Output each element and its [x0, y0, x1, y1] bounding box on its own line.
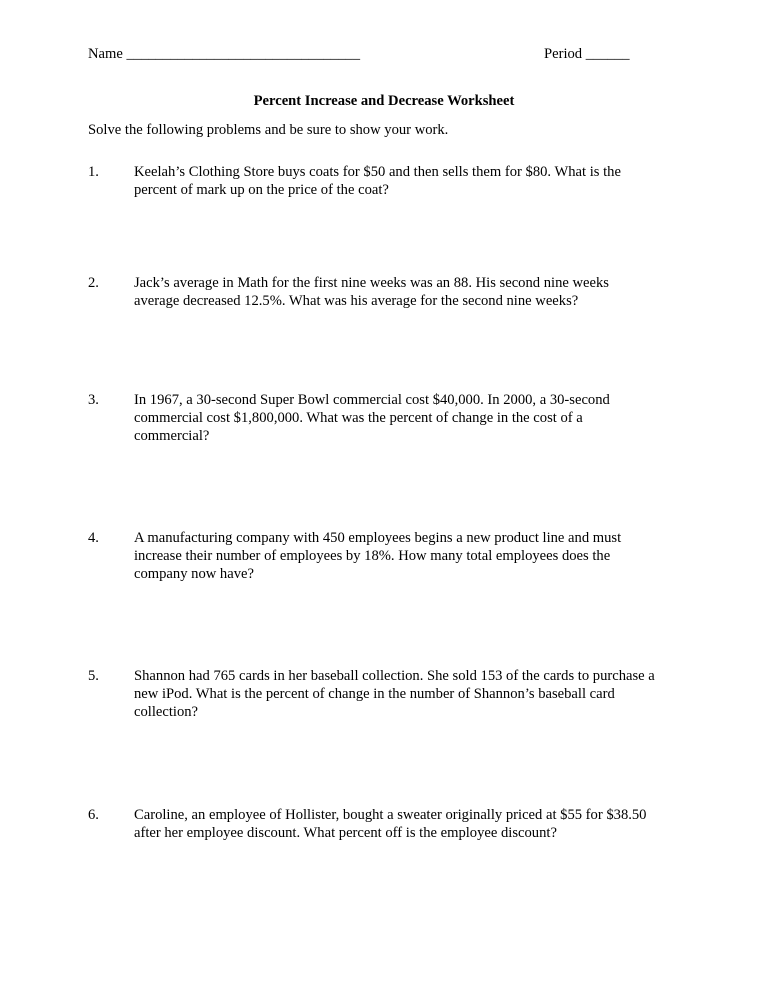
worksheet-title: Percent Increase and Decrease Worksheet: [253, 93, 515, 109]
problem-text: [134, 529, 694, 583]
instructions: Solve the following problems and be sure to show your work.: [88, 122, 449, 138]
problem-line: Keelah’s Clothing Store buys coats for $50 and then sells them for $80. What is the: [134, 164, 621, 180]
problem-number: 3.: [88, 392, 99, 408]
problem-number: 5.: [88, 668, 99, 684]
problem-number: 2.: [88, 275, 99, 291]
problem-line: In 1967, a 30-second Super Bowl commercial cost $40,000. In 2000, a 30-second: [134, 392, 610, 408]
problem-line: increase their number of employees by 18%. How many total employees does the: [134, 548, 611, 564]
problem-line: Shannon had 765 cards in her baseball collection. She sold 153 of the cards to purchase a: [134, 668, 655, 684]
problem-line: commercial cost $1,800,000. What was the percent of change in the cost of a: [134, 410, 583, 426]
problem-line: A manufacturing company with 450 employees begins a new product line and must: [134, 530, 622, 546]
problem-line: collection?: [134, 704, 199, 720]
problem-number: 6.: [88, 807, 99, 823]
problem-line: Jack’s average in Math for the first nine weeks was an 88. His second nine weeks: [134, 275, 609, 291]
problem-text: [134, 163, 694, 199]
problem-line: average decreased 12.5%. What was his average for the second nine weeks?: [134, 293, 579, 309]
problem-text: [134, 274, 694, 310]
problem-line: Caroline, an employee of Hollister, bought a sweater originally priced at $55 for $38.50: [134, 807, 647, 823]
period-field: Period ______: [544, 46, 630, 62]
problem-text: [134, 806, 694, 842]
problem-text: [134, 391, 694, 445]
problem-number: 4.: [88, 530, 99, 546]
problem-line: percent of mark up on the price of the coat?: [134, 182, 389, 198]
problem-line: new iPod. What is the percent of change in the number of Shannon’s baseball card: [134, 686, 615, 702]
problem-text: [134, 667, 694, 721]
problem-line: company now have?: [134, 566, 254, 582]
name-field: Name ________________________________: [88, 46, 360, 62]
problem-line: after her employee discount. What percent off is the employee discount?: [134, 825, 557, 841]
problem-number: 1.: [88, 164, 99, 180]
problem-line: commercial?: [134, 428, 210, 444]
